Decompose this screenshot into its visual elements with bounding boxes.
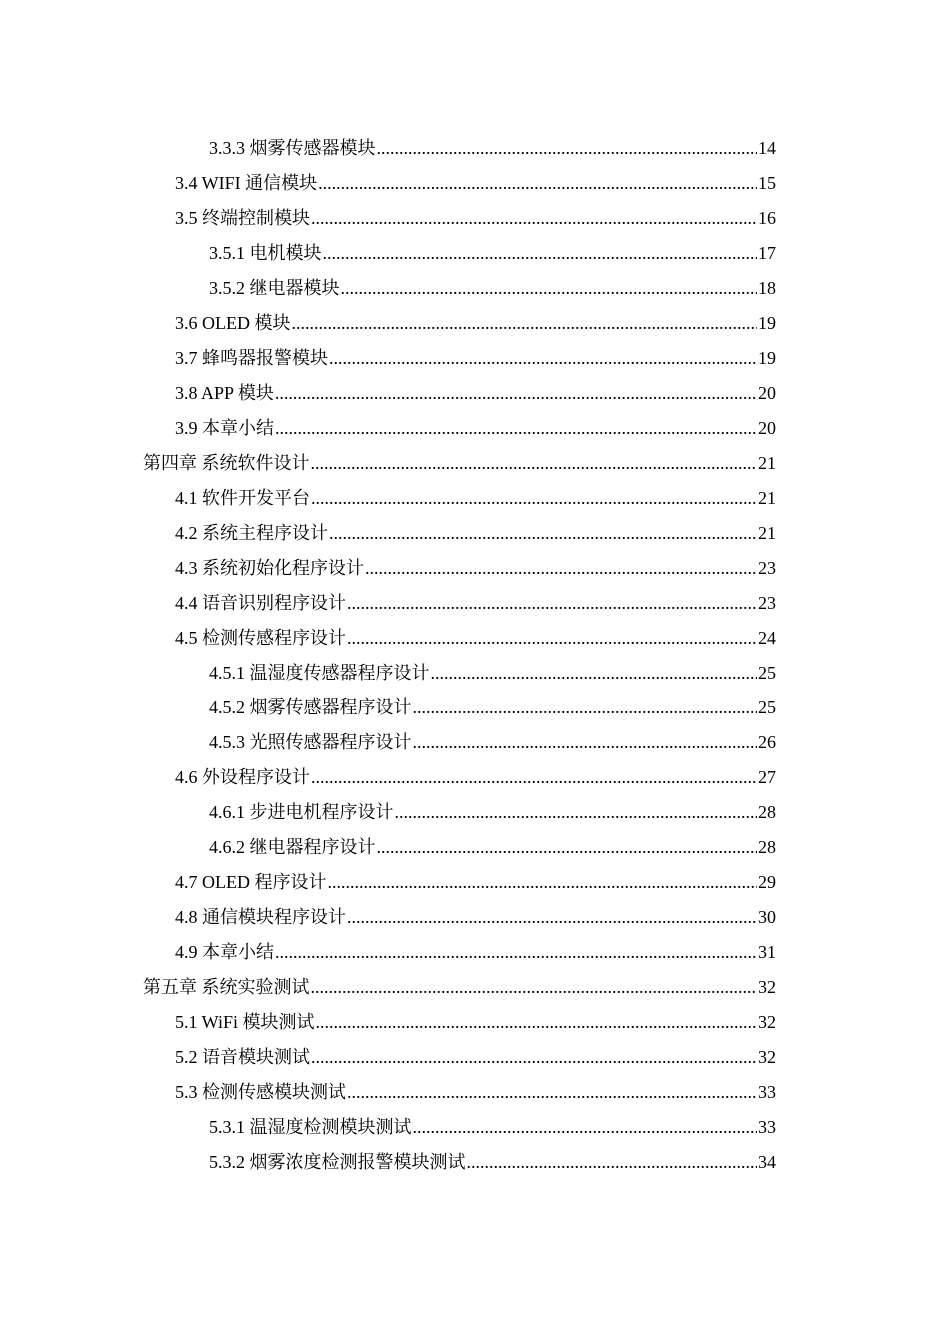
toc-dot-leader	[377, 137, 758, 159]
toc-entry-page-number: 19	[758, 348, 776, 369]
toc-dot-leader	[377, 836, 758, 858]
table-of-contents	[0, 131, 950, 1179]
toc-dot-leader	[347, 627, 757, 649]
toc-entry-page-number: 34	[758, 1151, 776, 1172]
toc-entry-title: 4.6 外设程序设计	[175, 767, 310, 788]
toc-entry-title: 3.5 终端控制模块	[175, 208, 310, 229]
toc-entry-title: 3.8 APP 模块	[175, 383, 274, 404]
toc-dot-leader	[328, 871, 758, 893]
toc-dot-leader	[347, 1081, 757, 1103]
toc-entry-title: 第四章 系统软件设计	[143, 452, 310, 473]
toc-dot-leader	[467, 1151, 758, 1173]
toc-entry[interactable]	[0, 795, 950, 830]
toc-entry-title: 4.5.2 烟雾传感器程序设计	[209, 697, 412, 718]
toc-entry-page-number: 29	[758, 872, 776, 893]
toc-entry-title: 4.1 软件开发平台	[175, 487, 310, 508]
toc-dot-leader	[365, 557, 757, 579]
toc-entry[interactable]	[0, 970, 950, 1005]
toc-entry[interactable]	[0, 900, 950, 935]
toc-entry-title: 5.3.1 温湿度检测模块测试	[209, 1116, 412, 1137]
toc-entry[interactable]	[0, 306, 950, 341]
toc-entry-page-number: 21	[758, 487, 776, 508]
toc-entry[interactable]	[0, 166, 950, 201]
toc-entry[interactable]	[0, 445, 950, 480]
toc-entry[interactable]	[0, 1109, 950, 1144]
toc-entry[interactable]	[0, 341, 950, 376]
toc-entry-title: 5.3 检测传感模块测试	[175, 1081, 346, 1102]
toc-entry-title: 4.8 通信模块程序设计	[175, 907, 346, 928]
toc-entry[interactable]	[0, 515, 950, 550]
toc-entry[interactable]	[0, 865, 950, 900]
toc-entry-page-number: 24	[758, 627, 776, 648]
toc-entry-page-number: 32	[758, 976, 776, 997]
toc-entry-page-number: 21	[758, 522, 776, 543]
toc-entry-title: 4.3 系统初始化程序设计	[175, 557, 364, 578]
toc-entry-page-number: 28	[758, 837, 776, 858]
toc-dot-leader	[311, 452, 758, 474]
toc-entry[interactable]	[0, 411, 950, 446]
toc-entry-title: 第五章 系统实验测试	[143, 976, 310, 997]
toc-entry-page-number: 33	[758, 1081, 776, 1102]
toc-entry-page-number: 20	[758, 417, 776, 438]
toc-dot-leader	[311, 487, 757, 509]
toc-dot-leader	[413, 1116, 758, 1138]
toc-dot-leader	[318, 172, 757, 194]
toc-entry[interactable]	[0, 201, 950, 236]
toc-dot-leader	[275, 382, 757, 404]
toc-dot-leader	[413, 731, 758, 753]
toc-dot-leader	[315, 1011, 757, 1033]
toc-entry-page-number: 26	[758, 732, 776, 753]
toc-entry-page-number: 25	[758, 697, 776, 718]
toc-entry[interactable]	[0, 1004, 950, 1039]
toc-entry-title: 3.4 WIFI 通信模块	[175, 173, 318, 194]
toc-dot-leader	[323, 242, 758, 264]
toc-entry-title: 3.9 本章小结	[175, 417, 274, 438]
toc-entry[interactable]	[0, 830, 950, 865]
toc-dot-leader	[275, 941, 757, 963]
toc-dot-leader	[292, 312, 758, 334]
toc-dot-leader	[329, 522, 757, 544]
toc-entry[interactable]	[0, 690, 950, 725]
toc-dot-leader	[329, 347, 757, 369]
toc-entry[interactable]	[0, 620, 950, 655]
toc-entry-title: 5.1 WiFi 模块测试	[175, 1011, 315, 1032]
toc-dot-leader	[347, 906, 757, 928]
toc-entry[interactable]	[0, 760, 950, 795]
toc-dot-leader	[413, 696, 758, 718]
toc-entry-page-number: 33	[758, 1116, 776, 1137]
toc-entry-title: 5.2 语音模块测试	[175, 1046, 310, 1067]
toc-entry[interactable]	[0, 1074, 950, 1109]
toc-entry-title: 3.3.3 烟雾传感器模块	[209, 138, 376, 159]
toc-entry[interactable]	[0, 550, 950, 585]
toc-entry-page-number: 28	[758, 802, 776, 823]
toc-entry-title: 4.7 OLED 程序设计	[175, 872, 327, 893]
toc-dot-leader	[311, 1046, 757, 1068]
toc-dot-leader	[431, 662, 758, 684]
toc-dot-leader	[341, 277, 758, 299]
toc-dot-leader	[311, 207, 757, 229]
toc-entry[interactable]	[0, 1039, 950, 1074]
toc-entry[interactable]	[0, 271, 950, 306]
toc-dot-leader	[395, 801, 758, 823]
toc-entry-title: 4.2 系统主程序设计	[175, 522, 328, 543]
toc-entry-page-number: 31	[758, 942, 776, 963]
toc-entry-title: 4.5 检测传感程序设计	[175, 627, 346, 648]
toc-entry-page-number: 14	[758, 138, 776, 159]
toc-entry[interactable]	[0, 585, 950, 620]
toc-entry-title: 3.6 OLED 模块	[175, 313, 291, 334]
toc-entry-page-number: 16	[758, 208, 776, 229]
toc-entry-title: 5.3.2 烟雾浓度检测报警模块测试	[209, 1151, 466, 1172]
toc-entry-page-number: 32	[758, 1011, 776, 1032]
toc-entry-page-number: 23	[758, 592, 776, 613]
toc-entry-title: 4.6.2 继电器程序设计	[209, 837, 376, 858]
toc-entry[interactable]	[0, 655, 950, 690]
toc-entry-page-number: 27	[758, 767, 776, 788]
toc-dot-leader	[347, 592, 757, 614]
toc-entry-page-number: 23	[758, 557, 776, 578]
toc-entry-page-number: 32	[758, 1046, 776, 1067]
toc-entry[interactable]	[0, 131, 950, 166]
toc-entry[interactable]	[0, 725, 950, 760]
toc-dot-leader	[311, 766, 757, 788]
toc-entry-page-number: 30	[758, 907, 776, 928]
toc-entry-title: 3.5.1 电机模块	[209, 243, 322, 264]
toc-entry[interactable]	[0, 236, 950, 271]
toc-dot-leader	[311, 976, 758, 998]
toc-entry[interactable]	[0, 935, 950, 970]
toc-entry-title: 4.5.1 温湿度传感器程序设计	[209, 662, 430, 683]
toc-entry-title: 4.9 本章小结	[175, 942, 274, 963]
toc-entry-page-number: 18	[758, 278, 776, 299]
toc-entry-page-number: 17	[758, 243, 776, 264]
toc-entry[interactable]	[0, 376, 950, 411]
toc-entry-page-number: 20	[758, 383, 776, 404]
toc-dot-leader	[275, 417, 757, 439]
toc-entry[interactable]	[0, 1144, 950, 1179]
toc-entry-page-number: 25	[758, 662, 776, 683]
toc-entry-page-number: 21	[758, 452, 776, 473]
toc-entry-title: 4.6.1 步进电机程序设计	[209, 802, 394, 823]
toc-entry[interactable]	[0, 480, 950, 515]
toc-entry-page-number: 19	[758, 313, 776, 334]
toc-entry-title: 3.7 蜂鸣器报警模块	[175, 348, 328, 369]
toc-entry-page-number: 15	[758, 173, 776, 194]
toc-entry-title: 3.5.2 继电器模块	[209, 278, 340, 299]
toc-entry-title: 4.5.3 光照传感器程序设计	[209, 732, 412, 753]
toc-entry-title: 4.4 语音识别程序设计	[175, 592, 346, 613]
